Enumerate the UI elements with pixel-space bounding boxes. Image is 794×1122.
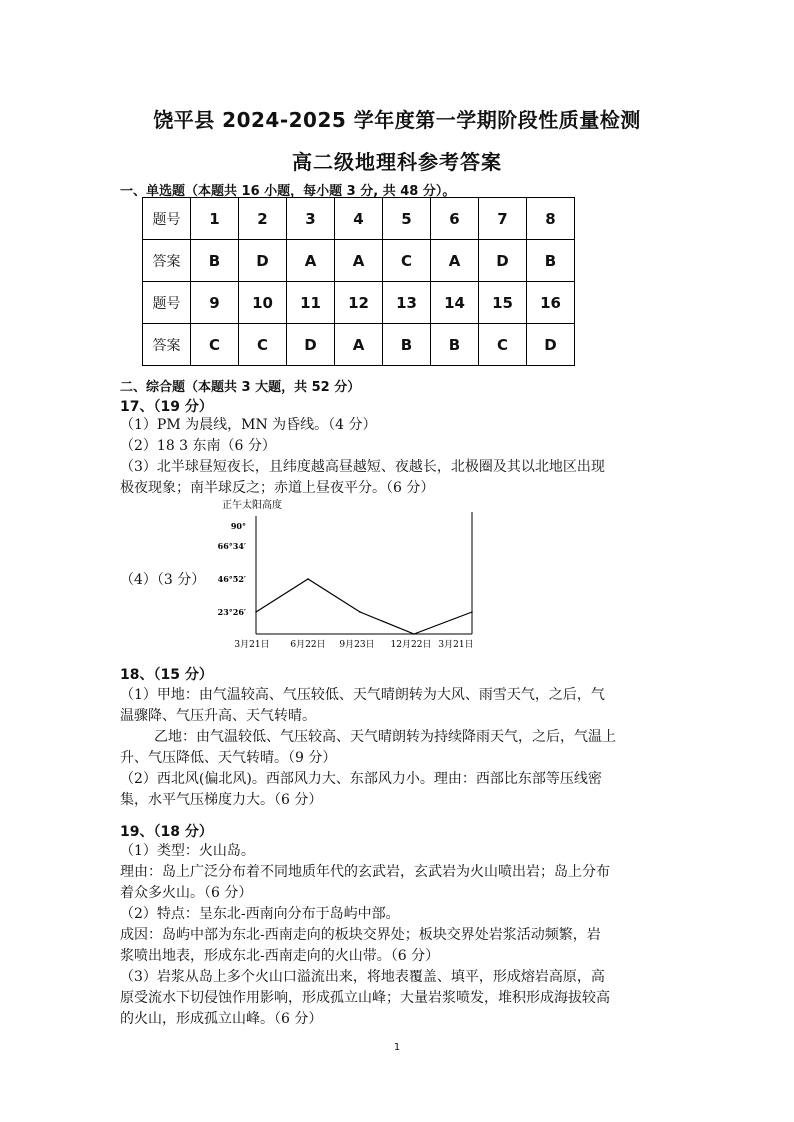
answer-cell: C xyxy=(239,324,287,366)
question-number: 4 xyxy=(335,198,383,240)
answer-cell: C xyxy=(479,324,527,366)
q17-line: 极夜现象；南半球反之；赤道上昼夜平分。（6 分） xyxy=(120,480,435,496)
answer-cell: A xyxy=(335,324,383,366)
answer-cell: D xyxy=(287,324,335,366)
answer-cell: B xyxy=(383,324,431,366)
q18-line: 集，水平气压梯度力大。（6 分） xyxy=(120,792,323,808)
solar-altitude-chart xyxy=(200,496,490,654)
y-tick-label: 90° xyxy=(230,521,246,531)
row-label: 题号 xyxy=(143,198,191,240)
question-number: 7 xyxy=(479,198,527,240)
question-number: 3 xyxy=(287,198,335,240)
q19-line: （3）岩浆从岛上多个火山口溢流出来，将地表覆盖、填平，形成熔岩高原，高 xyxy=(120,969,605,985)
table-row-answers-1 xyxy=(143,240,575,282)
question-number: 11 xyxy=(287,282,335,324)
q18-line: 温骤降、气压升高、天气转晴。 xyxy=(120,708,316,724)
q17-part4-label: （4）（3 分） xyxy=(120,572,206,588)
q17-line: （1）PM 为晨线，MN 为昏线。（4 分） xyxy=(120,417,377,433)
q18-line: （1）甲地：由气温较高、气压较低、天气晴朗转为大风、雨雪天气，之后，气 xyxy=(120,687,605,703)
answer-cell: B xyxy=(431,324,479,366)
y-tick-label: 23°26′ xyxy=(217,607,246,617)
answer-cell: A xyxy=(335,240,383,282)
x-tick-label: 3月21日 xyxy=(438,640,474,650)
q19-line: 着众多火山。（6 分） xyxy=(120,885,253,901)
q19-line: 的火山，形成孤立山峰。（6 分） xyxy=(120,1011,323,1027)
series-line xyxy=(256,579,472,634)
chart-title: 正午太阳高度 xyxy=(222,500,282,511)
question-number: 16 xyxy=(527,282,575,324)
answer-cell: D xyxy=(479,240,527,282)
question-number: 12 xyxy=(335,282,383,324)
answer-cell: A xyxy=(287,240,335,282)
question-number: 8 xyxy=(527,198,575,240)
q18-line: 乙地：由气温较低、气压较高、天气晴朗转为持续降雨天气，之后，气温上 xyxy=(154,729,616,745)
question-number: 1 xyxy=(191,198,239,240)
section1-heading: 一、单选题（本题共 16 小题，每小题 3 分, 共 48 分）。 xyxy=(120,184,456,199)
answer-cell: C xyxy=(191,324,239,366)
question-number: 2 xyxy=(239,198,287,240)
row-label: 答案 xyxy=(143,240,191,282)
answer-cell: B xyxy=(191,240,239,282)
page-number: 1 xyxy=(393,1042,401,1053)
question-number: 5 xyxy=(383,198,431,240)
y-tick-label: 66°34′ xyxy=(217,541,246,551)
x-tick-label: 3月21日 xyxy=(234,640,270,650)
page-subtitle: 高二级地理科参考答案 xyxy=(292,150,502,174)
q18-line: （2）西北风(偏北风)。西部风力大、东部风力小。理由：西部比东部等压线密 xyxy=(120,771,602,787)
q17-title: 17、（19 分） xyxy=(120,399,213,415)
table-row-numbers-1 xyxy=(143,198,575,240)
q19-line: 成因：岛屿中部为东北-西南走向的板块交界处；板块交界处岩浆活动频繁，岩 xyxy=(120,927,601,943)
x-tick-label: 12月22日 xyxy=(390,640,432,650)
answer-cell: B xyxy=(527,240,575,282)
series-point xyxy=(359,611,361,613)
question-number: 13 xyxy=(383,282,431,324)
q19-line: 原受流水下切侵蚀作用影响，形成孤立山峰；大量岩浆喷发，堆积形成海拔较高 xyxy=(120,990,610,1006)
question-number: 6 xyxy=(431,198,479,240)
question-number: 15 xyxy=(479,282,527,324)
q18-title: 18、（15 分） xyxy=(120,667,213,683)
q19-title: 19、（18 分） xyxy=(120,824,213,840)
answer-cell: A xyxy=(431,240,479,282)
row-label: 答案 xyxy=(143,324,191,366)
row-label: 题号 xyxy=(143,282,191,324)
q19-line: 浆喷出地表，形成东北-西南走向的火山带。（6 分） xyxy=(120,948,440,964)
series-point xyxy=(307,578,309,580)
y-tick-label: 46°52′ xyxy=(217,574,246,584)
answer-table xyxy=(142,197,575,366)
q17-line: （3）北半球昼短夜长，且纬度越高昼越短、夜越长，北极圈及其以北地区出现 xyxy=(120,459,605,475)
series-point xyxy=(255,611,257,613)
q19-line: （1）类型：火山岛。 xyxy=(120,843,255,859)
question-number: 10 xyxy=(239,282,287,324)
answer-cell: D xyxy=(527,324,575,366)
page-title: 饶平县 2024-2025 学年度第一学期阶段性质量检测 xyxy=(153,108,641,132)
series-point xyxy=(413,633,415,635)
section2-heading: 二、综合题（本题共 3 大题，共 52 分） xyxy=(120,380,361,395)
x-tick-label: 9月23日 xyxy=(339,640,375,650)
question-number: 14 xyxy=(431,282,479,324)
x-tick-label: 6月22日 xyxy=(290,640,326,650)
q19-line: （2）特点：呈东北-西南向分布于岛屿中部。 xyxy=(120,906,400,922)
q18-line: 升、气压降低、天气转晴。（9 分） xyxy=(120,750,337,766)
table-row-answers-2 xyxy=(143,324,575,366)
table-row-numbers-2 xyxy=(143,282,575,324)
series-point xyxy=(471,611,473,613)
question-number: 9 xyxy=(191,282,239,324)
q19-line: 理由：岛上广泛分布着不同地质年代的玄武岩，玄武岩为火山喷出岩；岛上分布 xyxy=(120,864,610,880)
answer-cell: D xyxy=(239,240,287,282)
answer-cell: C xyxy=(383,240,431,282)
q17-line: （2）18 3 东南（6 分） xyxy=(120,438,276,454)
